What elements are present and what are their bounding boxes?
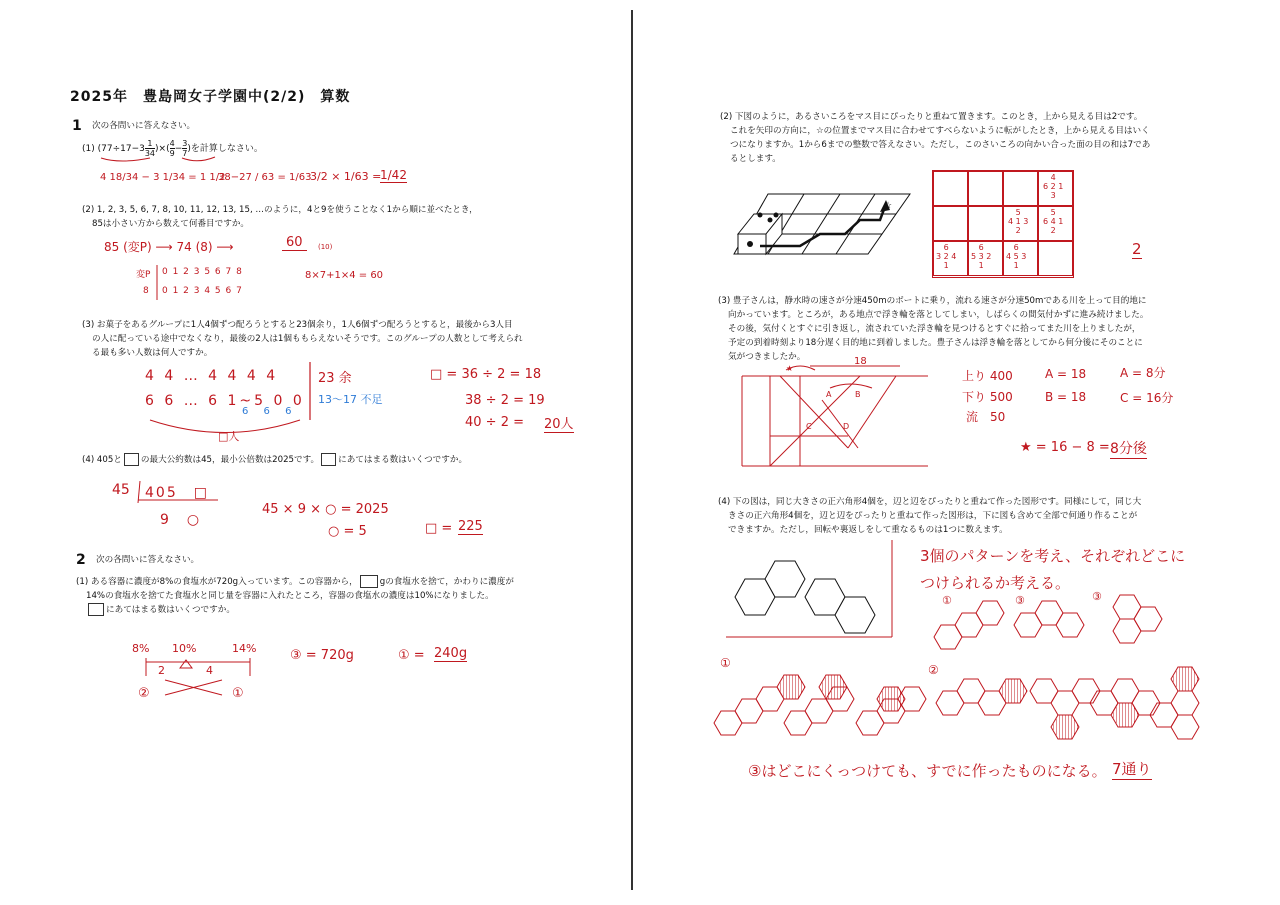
- net-cell-r3c2: 6 5 3 2 1: [971, 243, 992, 270]
- pattern-label-1: ①: [942, 594, 952, 607]
- boat-label-d: D: [843, 422, 850, 431]
- net-cell-r2c4: 5 6 4 1 2: [1043, 208, 1064, 235]
- q3-shortage: 13〜17 不足: [318, 393, 383, 406]
- q2-4-conclusion: ③はどこにくっつけても、すでに作ったものになる。: [748, 762, 1107, 780]
- q2-1-line-1: (1) ある容器に濃度が8%の食塩水が720g入っています。この容器から， gの食塩水を捨て，かわりに濃度が: [76, 577, 514, 587]
- boat-label-a: A: [826, 390, 832, 399]
- q2-answer: 60: [282, 235, 307, 251]
- q2-work-1: 85 (変P) ⟶ 74 (8) ⟶: [104, 240, 234, 254]
- q3-people: □人: [218, 430, 240, 443]
- q2-2-line-1: (2) 下図のように，あるさいころをマス目にぴったりと重ねて置きます。このとき，上から見える目は2です。: [720, 112, 1143, 122]
- q2-1-blank-box: [360, 575, 378, 588]
- q2-3-flow-speed: 流 50: [966, 410, 1006, 424]
- dice-net-grid: [932, 170, 1074, 278]
- q2-line-2: 85は小さい方から数えて何番目ですか。: [92, 219, 250, 229]
- q2-2-line-3: つになりますか。1から6までの整数で答えなさい。ただし，このさいころの向かい合った面の目の和は7であ: [730, 140, 1151, 150]
- boat-label-star: ★: [786, 364, 794, 373]
- pattern-label-2: ③: [1015, 594, 1025, 607]
- q2-1-ratio-2: 2: [158, 664, 165, 677]
- q2-3-result-2: B = 18: [1045, 390, 1087, 404]
- q2-3-answer: 8分後: [1110, 438, 1147, 459]
- q4-blank-box: [124, 453, 139, 466]
- page-title: 2025年 豊島岡女子学園中(2/2) 算数: [70, 89, 351, 105]
- q2-work-2: 8×7+1×4 = 60: [305, 270, 384, 281]
- section-2-number: 2: [76, 552, 86, 568]
- q2-4-line-3: できますか。ただし，回転や裏返しをして重なるものは1つに数えます。: [728, 525, 1008, 535]
- q2-3-down-speed: 下り 500: [962, 390, 1013, 404]
- q4-quotient: 9 ○: [160, 512, 202, 528]
- q4-work-2: ○ = 5: [328, 524, 367, 539]
- section-2-instruction: 次の各問いに答えなさい。: [96, 555, 200, 565]
- q2-3-result-4: C = 16分: [1120, 391, 1174, 405]
- q2-1-ratio-4: 4: [206, 664, 213, 677]
- q2-3-line-5: 気がつきましたか。: [728, 352, 806, 362]
- q1-work-3: 3/2 × 1/63 =: [310, 170, 382, 183]
- q3-line-3: る最も多い人数は何人ですか。: [92, 348, 213, 358]
- q2-4-note-1: 3個のパターンを考え、それぞれどこに: [920, 547, 1186, 565]
- q4-answer: 225: [458, 519, 483, 534]
- q4-work-3: □ =: [425, 521, 453, 536]
- q3-calc-1: □ = 36 ÷ 2 = 18: [430, 367, 542, 382]
- q2-1-answer: 240g: [434, 646, 468, 661]
- q2-4-line-1: (4) 下の図は，同じ大きさの正六角形4個を，辺と辺をぴったりと重ねて作った図形です。同様にして，同じ大: [718, 497, 1142, 507]
- q2-line-1: (2) 1, 2, 3, 5, 6, 7, 8, 10, 11, 12, 13, 15, …のように，4と9を使うことなく1から順に並べたとき，: [82, 205, 478, 215]
- q2-1-work-1: ③ = 720g: [290, 648, 354, 663]
- q2-3-up-speed: 上り 400: [962, 369, 1013, 383]
- q2-3-line-3: その後，気付くとすぐに引き返し，流されていた浮き輪を見つけるとすぐに拾ってまた川を上りましたが，: [728, 324, 1141, 334]
- q1-work-2: 38−27 / 63 = 1/63: [218, 172, 312, 183]
- q2-4-note-2: つけられるか考える。: [920, 574, 1071, 592]
- q3-calc-3: 40 ÷ 2 =: [465, 415, 524, 430]
- section-1-number: 1: [72, 118, 82, 134]
- q2-1-circle-2: ②: [138, 686, 150, 701]
- q3-line-2: の人に配っている途中でなくなり，最後の2人は1個ももらえないそうです。このグループの人数として考えられ: [92, 334, 523, 344]
- q1-answer: 1/42: [380, 168, 407, 182]
- q2-4-answer: 7通り: [1112, 760, 1152, 778]
- q2-3-line-2: 向かっています。ところが，ある地点で浮き輪を落としてしまい，しばらくの間気付かずに進み続けました。: [728, 310, 1149, 320]
- q2-1-line-3: にあてはまる数はいくつですか。: [86, 603, 235, 618]
- q2-2-answer: 2: [1132, 240, 1142, 258]
- q2-table-row-2: 0 1 2 3 4 5 6 7: [162, 286, 243, 296]
- q2-1-work-2: ① =: [398, 648, 425, 663]
- pattern-label-3: ③: [1092, 590, 1102, 603]
- q2-3-result-1: A = 18: [1045, 367, 1087, 381]
- q2-answer-unit: (10): [318, 243, 333, 251]
- net-cell-r3c3: 6 4 5 3 1: [1006, 243, 1027, 270]
- net-cell-r1c4: 4 6 2 1 3: [1043, 173, 1064, 200]
- hexagon-patterns: [0, 0, 1, 1]
- q1-work-1: 4 18/34 − 3 1/34 = 1 1/2: [100, 172, 226, 183]
- q3-extra: 23 余: [318, 371, 352, 386]
- q3-calc-2: 38 ÷ 2 = 19: [465, 393, 545, 408]
- page-divider: [631, 10, 633, 890]
- q2-3-result-3: A = 8分: [1120, 366, 1166, 380]
- q2-1-circle-1: ①: [232, 686, 244, 701]
- boat-label-c: C: [806, 422, 812, 431]
- net-cell-r3c1: 6 3 2 4 1: [936, 243, 957, 270]
- q3-row-6-blue: 6 6 6: [242, 406, 298, 417]
- q3-row-6: 6 6 … 6 1~5 0 0: [145, 393, 305, 409]
- q2-3-line-4: 予定の到着時刻より18分遅く目的地に到着しました。豊子さんは浮き輪を落としてから何分後にそのことに: [728, 338, 1143, 348]
- q2-table-row-1: 0 1 2 3 5 6 7 8: [162, 267, 243, 277]
- q4-blank-box-2: [321, 453, 336, 466]
- q2-2-line-2: これを矢印の方向に，☆の位置までマス目に合わせてすべらないように転がしたとき，上から見える目はいく: [730, 126, 1150, 136]
- q2-1-line-2: 14%の食塩水を捨てた食塩水と同じ量を容器に入れたところ，容器の食塩水の濃度は10%になりました。: [86, 591, 494, 601]
- group-label-1: ①: [720, 656, 731, 670]
- group-label-2: ②: [928, 663, 939, 677]
- q3-line-1: (3) お菓子をあるグループに1人4個ずつ配ろうとすると23個余り，1人6個ずつ配ろうとすると，最後から3人目: [82, 320, 513, 330]
- q2-1-blank-box-2: [88, 603, 104, 616]
- q2-4-line-2: きさの正六角形4個を，辺と辺をぴったりと重ねて作った図形は，下に図も含めて全部で何通り作ることが: [728, 511, 1138, 521]
- q2-table-label-2: 8: [143, 286, 149, 296]
- q2-1-pct-14: 14%: [232, 642, 257, 655]
- net-cell-r2c3: 5 4 1 3 2: [1008, 208, 1029, 235]
- boat-label-b: B: [855, 390, 861, 399]
- boat-label-18: 18: [854, 356, 867, 367]
- q4-divisor: 45: [112, 482, 130, 498]
- q2-1-pct-8: 8%: [132, 642, 150, 655]
- svg-text:☆: ☆: [884, 201, 893, 211]
- q2-table-label-1: 変P: [136, 270, 151, 280]
- q1-question: (1) (77÷17−3 $\frac{1}{34}$ )×( $\frac{4}{9}$ − $\frac{3}{7}$ )を計算しなさい。: [82, 139, 263, 158]
- q4-question: (4) 405と の最大公約数は45，最小公倍数は2025です。 にあてはまる数はいくつですか。: [82, 455, 468, 465]
- q3-row-4: 4 4 … 4 4 4 4: [145, 368, 279, 384]
- section-1-instruction: 次の各問いに答えなさい。: [92, 121, 196, 131]
- q3-answer: 20人: [544, 413, 574, 433]
- q4-work-1: 45 × 9 × ○ = 2025: [262, 502, 389, 517]
- q4-dividend: 405 □: [145, 485, 209, 501]
- q2-3-line-1: (3) 豊子さんは，静水時の速さが分速450mのボートに乗り，流れる速さが分速50mである川を上って目的地に: [718, 296, 1147, 306]
- q2-2-line-4: るとします。: [730, 154, 781, 164]
- q2-3-final: ★ = 16 − 8 =: [1020, 440, 1110, 455]
- q2-1-pct-10: 10%: [172, 642, 197, 655]
